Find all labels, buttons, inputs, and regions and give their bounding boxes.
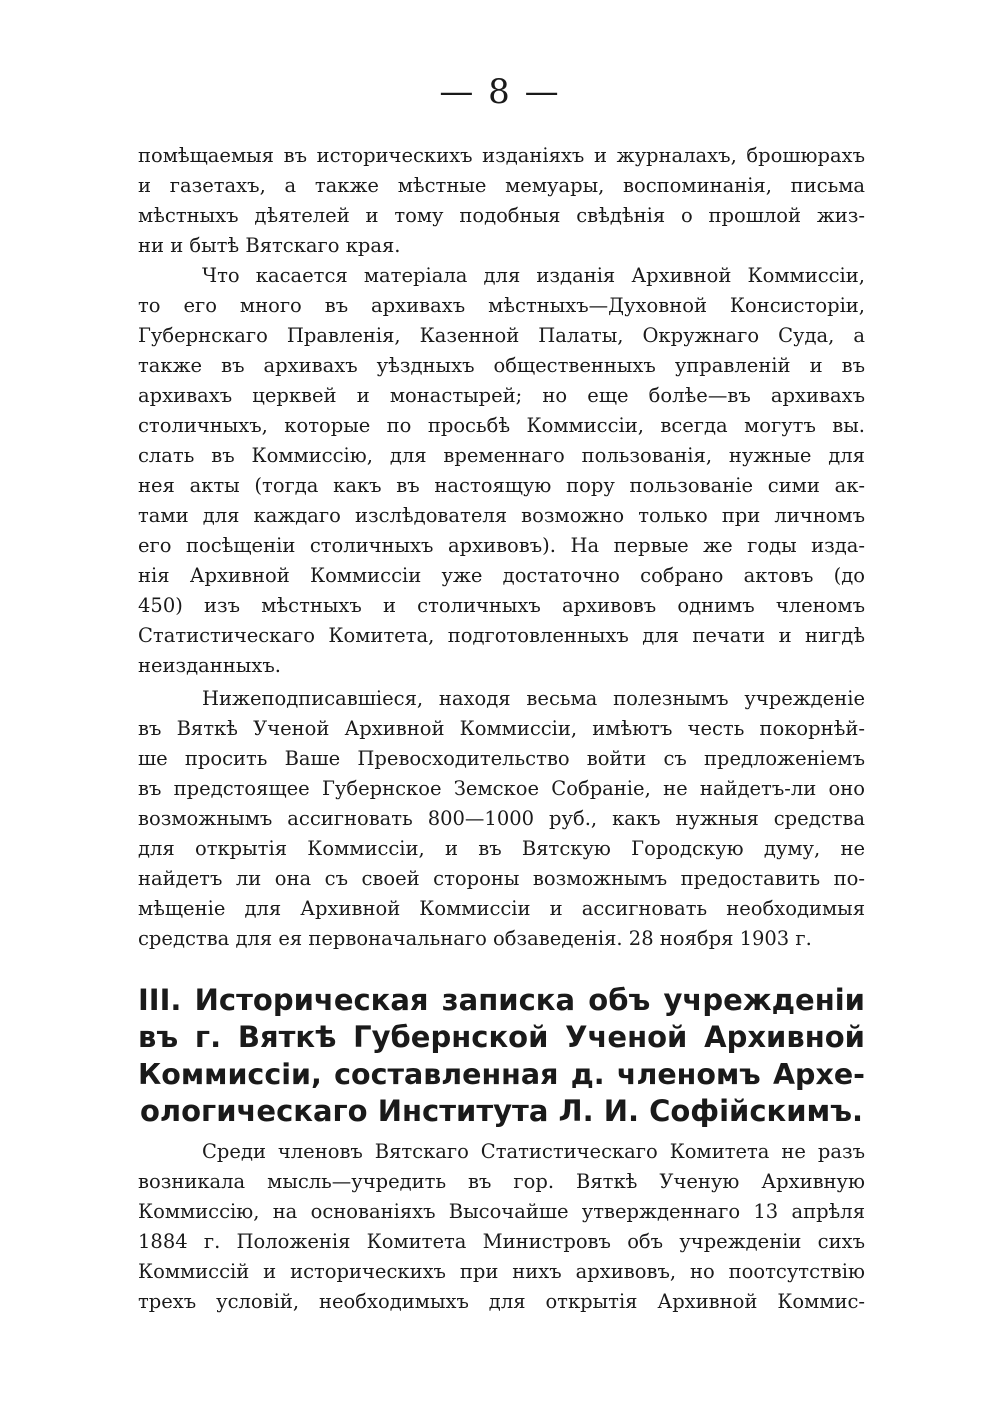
text-line: средства для ея первоначальнаго обзаведенія. 28 ноября 1903 г. (138, 927, 812, 950)
text-line: неизданныхъ. (138, 654, 281, 677)
paragraph-4 (138, 1137, 865, 1317)
text-line: для открытія Коммиссіи, и въ Вятскую Городскую думу, не (138, 837, 865, 860)
text-line: ни и бытѣ Вятскаго края. (138, 234, 401, 257)
text-line: 450) изъ мѣстныхъ и столичныхъ архивовъ однимъ членомъ (138, 594, 865, 617)
text-line: тами для каждаго изслѣдователя возможно только при личномъ (138, 504, 865, 527)
text-line: возникала мысль—учредить въ гор. Вяткѣ Ученую Архивную (138, 1170, 865, 1193)
text-line: Среди членовъ Вятскаго Статистическаго Комитета не разъ (202, 1140, 865, 1163)
text-line: то его много въ архивахъ мѣстныхъ—Духовной Консисторіи, (138, 294, 865, 317)
text-line: Губернскаго Правленія, Казенной Палаты, Окружнаго Суда, а (138, 324, 865, 347)
text-line: его посѣщеніи столичныхъ архивовъ). На первые же годы изда- (138, 534, 865, 557)
page-number: — 8 — (439, 72, 561, 112)
text-line: трехъ условій, необходимыхъ для открытія Архивной Коммис- (138, 1290, 865, 1313)
text-line: Что касается матеріала для изданія Архивной Коммиссіи, (202, 264, 865, 287)
text-line: слать въ Коммиссію, для временнаго пользованія, нужные для (138, 444, 865, 467)
text-line: ше просить Ваше Превосходительство войти съ предложеніемъ (138, 747, 865, 770)
text-line: Коммиссій и историческихъ при нихъ архивовъ, но поотсутствію (138, 1260, 865, 1283)
paragraph-2 (138, 261, 865, 681)
heading-line: III. Историческая записка объ учрежденіи (138, 983, 865, 1017)
text-line: также въ архивахъ уѣздныхъ общественныхъ управленій и въ (138, 354, 865, 377)
heading-line: въ г. Вяткѣ Губернской Ученой Архивной (138, 1020, 865, 1054)
text-line: 1884 г. Положенія Комитета Министровъ объ учрежденіи сихъ (138, 1230, 865, 1253)
text-line: возможнымъ ассигновать 800—1000 руб., какъ нужныя средства (138, 807, 865, 830)
heading-line: ологическаго Института Л. И. Софійскимъ. (139, 1094, 864, 1128)
section-heading (138, 982, 865, 1130)
text-line: мѣстныхъ дѣятелей и тому подобныя свѣдѣнія о прошлой жиз- (138, 204, 865, 227)
text-line: мѣщеніе для Архивной Коммиссіи и ассигновать необходимыя (138, 897, 865, 920)
text-line: въ Вяткѣ Ученой Архивной Коммиссіи, имѣютъ честь покорнѣй- (138, 717, 865, 740)
text-line: столичныхъ, которые по просьбѣ Коммиссіи, всегда могутъ вы. (138, 414, 865, 437)
paragraph-1 (138, 141, 865, 261)
paragraph-3 (138, 684, 865, 954)
text-line: нея акты (тогда какъ въ настоящую пору пользованіе сими ак- (138, 474, 865, 497)
text-line: Коммиссію, на основаніяхъ Высочайше утвержденнаго 13 апрѣля (138, 1200, 865, 1223)
text-line: нія Архивной Коммиссіи уже достаточно собрано актовъ (до (138, 564, 865, 587)
text-line: Статистическаго Комитета, подготовленныхъ для печати и нигдѣ (138, 624, 865, 647)
heading-line: Коммиссіи, составленная д. членомъ Архе- (138, 1058, 865, 1091)
text-line: архивахъ церквей и монастырей; но еще болѣе—въ архивахъ (138, 384, 865, 407)
text-line: въ предстоящее Губернское Земское Собраніе, не найдетъ-ли оно (138, 777, 865, 800)
text-line: Нижеподписавшіеся, находя весьма полезнымъ учрежденіе (202, 687, 865, 710)
text-line: помѣщаемыя въ историческихъ изданіяхъ и журналахъ, брошюрахъ (138, 144, 865, 167)
text-line: и газетахъ, а также мѣстные мемуары, воспоминанія, письма (138, 174, 865, 197)
text-line: найдетъ ли она съ своей стороны возможнымъ предоставить по- (138, 867, 865, 890)
